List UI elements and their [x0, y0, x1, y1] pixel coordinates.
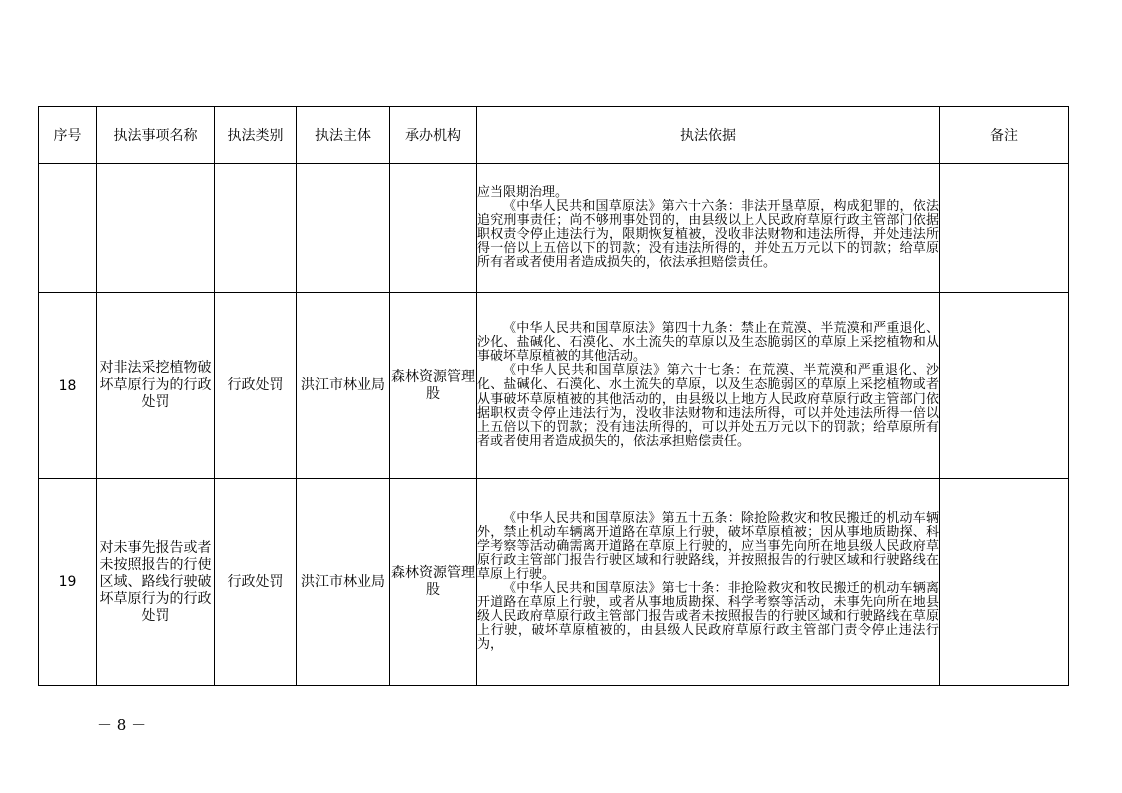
cell-remark	[940, 164, 1069, 293]
cell-category: 行政处罚	[215, 479, 297, 686]
cell-category	[215, 164, 297, 293]
cell-basis	[477, 293, 940, 479]
header-handler: 承办机构	[390, 107, 477, 164]
cell-subject	[297, 164, 390, 293]
cell-subject: 洪江市林业局	[297, 293, 390, 479]
page-number: － 8 －	[97, 716, 147, 734]
basis-paragraph: 应当限期治理。	[477, 184, 569, 200]
cell-seq: 19	[39, 479, 97, 686]
table-row	[39, 164, 1069, 293]
basis-paragraph: 《中华人民共和国草原法》第六十六条：非法开垦草原，构成犯罪的，依法追究刑事责任；尚不够刑事处罚的，由县级以上人民政府草原行政主管部门依据职权责令停止违法行为，限期恢复植被，没收非法财物和违法所得，并处违法所得一倍以上五倍以下的罚款；没有违法所得的，并处五万元以下的罚款；给草原所有者或者使用者造成损失的，依法承担赔偿责任。	[477, 198, 939, 271]
basis-paragraph: 《中华人民共和国草原法》第六十七条：在荒漠、半荒漠和严重退化、沙化、盐碱化、石漠化、水土流失的草原，以及生态脆弱区的草原上采挖植物或者从事破坏草原植被的其他活动的，由县级以上地方人民政府草原行政主管部门依据职权责令停止违法行为，没收非法财物和违法所得，可以并处违法所得一倍以上五倍以下的罚款；没有违法所得的，可以并处五万元以下的罚款；给草原所有者或者使用者造成损失的，依法承担赔偿责任。	[477, 363, 939, 449]
header-basis: 执法依据	[477, 107, 940, 164]
basis-paragraph: 《中华人民共和国草原法》第七十条：非抢险救灾和牧民搬迁的机动车辆离开道路在草原上行驶，或者从事地质勘探、科学考察等活动，未事先向所在地县级人民政府草原行政主管部门报告或者未按照报告的行驶区域和行驶路线在草原上行驶，破坏草原植被的，由县级人民政府草原行政主管部门责令停止违法行为，	[477, 581, 939, 653]
cell-name	[97, 164, 215, 293]
table-row	[39, 293, 1069, 479]
cell-remark	[940, 293, 1069, 479]
header-category: 执法类别	[215, 107, 297, 164]
cell-handler: 森林资源管理股	[390, 479, 477, 686]
header-remark: 备注	[940, 107, 1069, 164]
cell-basis	[477, 164, 940, 293]
cell-remark	[940, 479, 1069, 686]
header-name: 执法事项名称	[97, 107, 215, 164]
cell-basis	[477, 479, 940, 686]
basis-paragraph: 《中华人民共和国草原法》第五十五条：除抢险救灾和牧民搬迁的机动车辆外，禁止机动车辆离开道路在草原上行驶，破坏草原植被；因从事地质勘探、科学考察等活动确需离开道路在草原上行驶的，应当事先向所在地县级人民政府草原行政主管部门报告行驶区域和行驶路线，并按照报告的行驶区域和行驶路线在草原上行驶。	[477, 510, 939, 582]
cell-subject: 洪江市林业局	[297, 479, 390, 686]
cell-handler: 森林资源管理股	[390, 293, 477, 479]
basis-paragraph: 《中华人民共和国草原法》第四十九条：禁止在荒漠、半荒漠和严重退化、沙化、盐碱化、石漠化、水土流失的草原以及生态脆弱区的草原上采挖植物和从事破坏草原植被的其他活动。	[477, 321, 939, 365]
law-enforcement-table	[38, 106, 1069, 686]
cell-category: 行政处罚	[215, 293, 297, 479]
cell-seq: 18	[39, 293, 97, 479]
cell-name: 对非法采挖植物破坏草原行为的行政处罚	[97, 293, 215, 479]
cell-handler	[390, 164, 477, 293]
cell-seq	[39, 164, 97, 293]
table-row	[39, 479, 1069, 686]
header-seq: 序号	[39, 107, 97, 164]
header-subject: 执法主体	[297, 107, 390, 164]
table-header-row	[39, 107, 1069, 164]
cell-name: 对未事先报告或者未按照报告的行使区域、路线行驶破坏草原行为的行政处罚	[97, 479, 215, 686]
